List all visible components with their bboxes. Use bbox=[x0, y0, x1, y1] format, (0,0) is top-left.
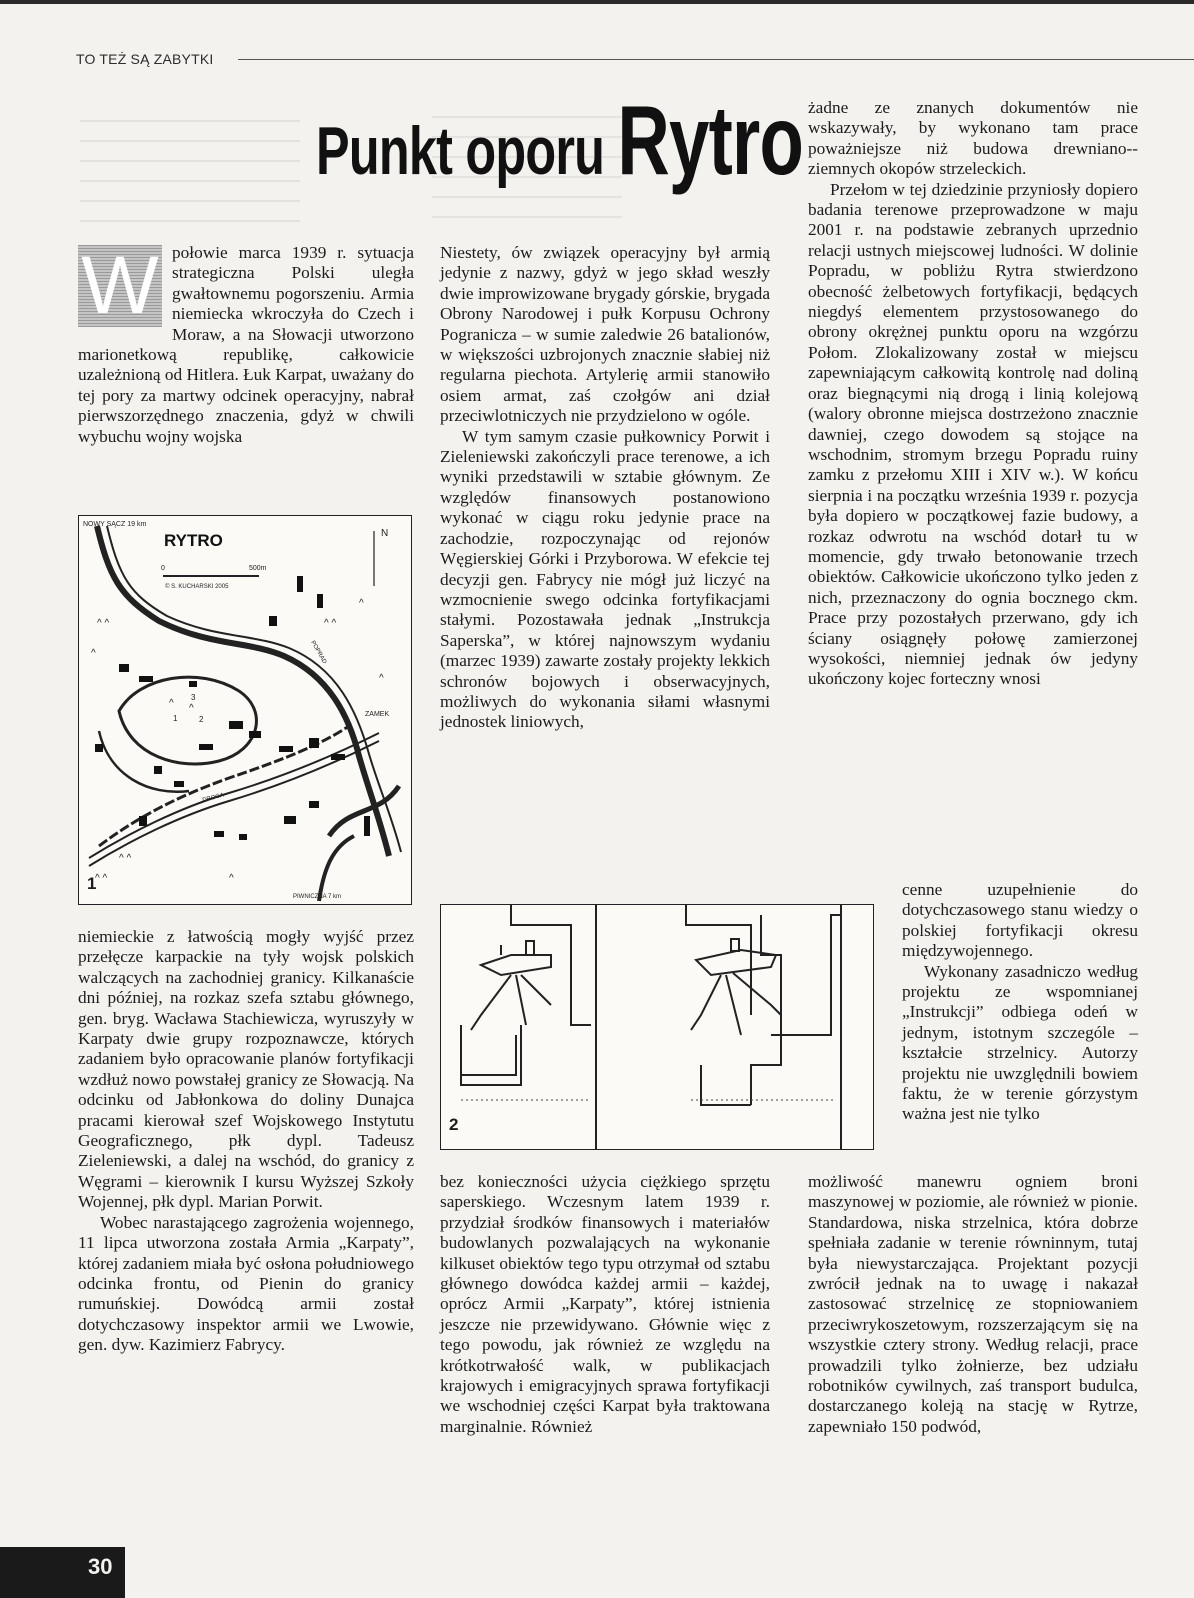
scale-zero: 0 bbox=[161, 565, 165, 572]
svg-text:^: ^ bbox=[359, 598, 364, 609]
column-2-top bbox=[440, 243, 770, 733]
paragraph: Wykonany zasadniczo według projektu ze wspomnianej „Instrukcji” odbiega odeń w jednym, istotnym szczególe – kształcie strzelnicy. Autorzy projektu nie uwzględnili bowiem faktu, że w terenie górzystym ważna jest nie tylko bbox=[902, 961, 1138, 1124]
running-head: TO TEŻ SĄ ZABYTKI bbox=[76, 51, 214, 67]
top-border bbox=[0, 0, 1194, 4]
column-3-top bbox=[808, 98, 1138, 690]
svg-text:^: ^ bbox=[189, 703, 194, 714]
paragraph: W tym samym czasie pułkownicy Porwit i Zieleniewski zakończyli prace terenowe, a ich wyniki przedstawili w sztabie głównym. Ze względów finansowych postanowiono wykonać w ciągu roku jedynie prace na zachodzie, rozpoczynając od rejonów Węgierskiej Górki i Przyborowa. W efekcie tej decyzji gen. Fabrycy nie mógł już liczyć na wzmocnienie swego odcinka fortyfikacjami stałymi. Pozostawała jednak „Instrukcja Saperska”, w której najnowszym wydaniu (marzec 1939) zawarte zostały projekty lekkich schronów bojowych i obserwacyjnych, możliwych do wykonania siłami własnymi jednostek liniowych, bbox=[440, 426, 770, 732]
article-title bbox=[316, 85, 804, 199]
label-river: POPRAD bbox=[309, 640, 328, 665]
column-3-wrap bbox=[902, 880, 1138, 1125]
svg-text:^: ^ bbox=[379, 673, 384, 684]
header-rule bbox=[238, 59, 1194, 60]
svg-text:^: ^ bbox=[169, 698, 174, 709]
label-nowy-sacz: NOWY SĄCZ 19 km bbox=[83, 521, 147, 528]
paragraph: możliwość manewru ogniem broni maszynowej w poziomie, ale również w pionie. Standardowa, niska strzelnica, która dobrze spełniała zadanie w terenie równinnym, tutaj była niewystarczająca. Projektant pozycji zwrócił jednak na to uwagę i nakazał zastosować strzelnicę ze stopniowaniem przeciwrykoszetowym, rozszerzającym się na wszystkie cztery strony. Według relacji, prace prowadzili tylko żołnierze, bez udziału robotników cywilnych, zaś transport budulca, dostarczanego koleją na stację w Rytrze, zapewniało 150 podwód, bbox=[808, 1172, 1138, 1436]
label-piwniczna: PIWNICZNA 7 km bbox=[293, 894, 342, 900]
road-edge bbox=[89, 733, 379, 858]
paragraph: niemieckie z łatwością mogły wyjść przez przełęcze karpackie na tyły wojsk polskich walczących na zachodniej granicy. Kilkanaście dni później, na rozkaz szefa sztabu głównego, gen. bryg. Wacława Stachiewicza, wyruszyły w Karpaty dwie grupy rozpoznawcze, których zadaniem było opracowanie planów fortyfikacji wzdłuż nowo powstałej granicy ze Słowacją. Na odcinku od Jabłonkowa do doliny Dunajca pracami kierował szef Wojskowego Instytutu Geograficznego, płk dypl. Tadeusz Zieleniewski, a dalej na wschód, do granicy z Węgrami – kierownik I kursu Wyższej Szkoły Wojennej, płk dypl. Marian Porwit. bbox=[78, 927, 414, 1212]
figure-map-rytro bbox=[78, 515, 412, 905]
title-part-2: Rytro bbox=[617, 85, 804, 195]
svg-text:^ ^: ^ ^ bbox=[324, 618, 337, 629]
paragraph: żadne ze znanych dokumentów nie wskazywały, by wykonano tam prace poważniejsze niż budowa drewniano--ziemnych okopów strzeleckich. bbox=[808, 98, 1138, 179]
figure-bunker-cross-section bbox=[440, 904, 874, 1150]
paragraph: bez konieczności użycia ciężkiego sprzętu saperskiego. Wczesnym latem 1939 r. przydział środków finansowych i materiałów budowlanych pozwalających na wykonanie kilkuset obiektów tego typu otrzymał od sztabu głównego dowódca każdej armii – każdej, oprócz Armii „Karpaty”, której istnienia jeszcze nie przewidywano. Głównie więc z tego powodu, jak również ze względu na krótkotrwałość walk, w publikacjach krajowych i emigracyjnych sprawa fortyfikacji we wschodniej części Karpat była traktowana marginalnie. Również bbox=[440, 1172, 770, 1436]
figure-2-number: 2 bbox=[449, 1115, 459, 1134]
svg-text:^: ^ bbox=[91, 648, 96, 659]
svg-text:^ ^: ^ ^ bbox=[97, 618, 110, 629]
svg-text:^: ^ bbox=[229, 873, 234, 884]
paragraph: Wobec narastającego zagrożenia wojennego, 11 lipca utworzona została Armia „Karpaty”, której zadaniem miała być osłona południowego odcinka frontu, od Pienin do granicy rumuńskiej. Dowódcą armii został dotychczasowy inspektor armii we Lwowie, gen. dyw. Kazimierz Fabrycy. bbox=[78, 1212, 414, 1355]
column-2-bottom bbox=[440, 1172, 770, 1437]
column-1-bottom bbox=[78, 927, 414, 1356]
bunker-left bbox=[461, 905, 596, 1149]
east-bank-lower bbox=[319, 836, 354, 901]
label-castle: ZAMEK bbox=[365, 711, 390, 718]
map-marker-3: 3 bbox=[191, 693, 196, 702]
scale-value: 500m bbox=[249, 565, 267, 572]
hill-polom-contour bbox=[119, 677, 256, 764]
column-1-top bbox=[78, 240, 414, 447]
column-3-bottom bbox=[808, 1172, 1138, 1437]
svg-text:^ ^: ^ ^ bbox=[95, 873, 108, 884]
river-bank bbox=[107, 526, 401, 852]
page-number: 30 bbox=[88, 1554, 113, 1579]
bunker-drawing bbox=[441, 905, 873, 1149]
map-title: RYTRO bbox=[164, 531, 223, 550]
svg-text:^ ^: ^ ^ bbox=[119, 853, 132, 864]
map-marker-2: 2 bbox=[199, 715, 204, 724]
map-marker-1: 1 bbox=[173, 714, 178, 723]
show-through-text bbox=[80, 110, 300, 222]
intro-paragraph: połowie marca 1939 r. sytuacja strategiczna Polski uległa gwałtownemu pogorszeniu. Armia niemiecka wkroczyła do Czech i Moraw, a na Słowacji utworzono marionetkową republikę, całkowicie uzależnioną od Hitlera. Łuk Karpat, uważany do tej pory za martwy odcinek operacyjny, nabrał pierwszorzędnego znaczenia, gdyż w chwili wybuchu wojny wojska bbox=[78, 243, 414, 446]
paragraph: Przełom w tej dziedzinie przyniosły dopiero badania terenowe przeprowadzone w maju 2001 r. na podstawie zebranych uprzednio relacji ustnych miejscowej ludności. W dolinie Popradu, w pobliżu Rytra stwierdzono obecność żelbetowych fortyfikacji, będących niegdyś elementem przystosowanego do obrony okrężnej punktu oporu na wzgórzu Połom. Zlokalizowany został w miejscu zapewniającym całkowitą kontrolę nad doliną oraz biegnącymi nią drogą i linią kolejową (walory obronne miejsca dostrzeżono znacznie dawniej, czego dowodem są stojące na wschodnim, stromym brzegu Popradu ruiny zamku z przełomu XIII i XIV w.). W końcu sierpnia i na początku września 1939 r. pozycja była dopiero w początkowej fazie budowy, a rozkaz odwrotu na wschód dotarł tu w momencie, gdy trwało betonowanie trzech obiektów. Całkowicie ukończono tylko jeden z nich, przeznaczony do ognia bocznego ckm. Prace przy pozostałych przerwano, gdy ich ściany osiągnęły połowę zamierzonej wysokości, niemniej jednak ów jedyny ukończony kojec forteczny wnosi bbox=[808, 179, 1138, 689]
rytro-map bbox=[79, 516, 411, 904]
paragraph: cenne uzupełnienie do dotychczasowego stanu wiedzy o polskiej fortyfikacji okresu międzywojennego. bbox=[902, 880, 1138, 961]
map-credit: © S. KUCHARSKI 2005 bbox=[165, 584, 229, 590]
title-part-1: Punkt oporu bbox=[316, 113, 618, 189]
label-road: DROGA bbox=[201, 792, 225, 804]
paragraph: Niestety, ów związek operacyjny był armią jedynie z nazwy, gdyż w jego skład weszły dwie improwizowane brygady górskie, brygada Obrony Narodowej i pułk Korpusu Ochrony Pogranicza – w sumie zaledwie 26 batalionów, w większości uzbrojonych znacznie słabiej niż regularna piechota. Artylerię armii stanowiło osiem armat, zaś czołgów ani dział przeciwlotniczych nie przydzielono w ogóle. bbox=[440, 243, 770, 426]
figure-1-number: 1 bbox=[87, 874, 97, 893]
drop-cap: W bbox=[78, 245, 162, 327]
north-label: N bbox=[381, 528, 389, 539]
bunker-right bbox=[686, 905, 841, 1149]
